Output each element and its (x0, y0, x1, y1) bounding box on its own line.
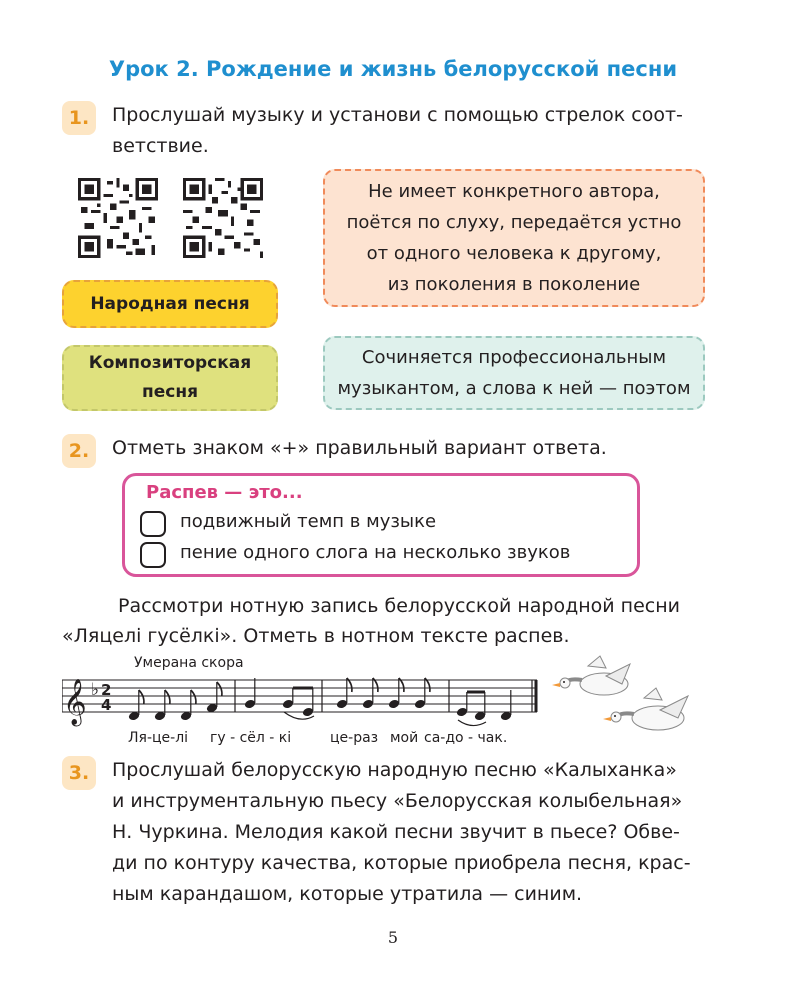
tempo-marking: Умерана скора (134, 655, 244, 671)
answer-option-2: пение одного слога на несколько звуков (180, 542, 571, 563)
task2-text: Отметь знаком «+» правильный вариант ответа. (112, 437, 607, 459)
task-number-badge: 1. (62, 101, 96, 135)
goose-icon (603, 688, 688, 730)
composer-song-label-line1: Композиторская (88, 353, 252, 373)
lyric-syllable: мой (390, 730, 419, 746)
folk-description-box[interactable] (323, 169, 705, 307)
task3-text-line: и инструментальную пьесу «Белорусская колыбельная» (112, 790, 683, 812)
page-number: 5 (387, 928, 399, 947)
task3-text-line: ным карандашом, которые утратила — синим. (112, 883, 583, 905)
composer-song-box[interactable] (62, 345, 278, 411)
folk-description-line: из поколения в поколение (387, 274, 641, 295)
music-staff (62, 670, 540, 732)
lyric-syllable: Ля-це-лі (128, 730, 189, 746)
folk-song-box[interactable] (62, 280, 278, 328)
task1-text-line2: ветствие. (112, 135, 209, 157)
task3-text-line: Н. Чуркина. Мелодия какой песни звучит в пьесе? Обве- (112, 821, 680, 843)
note-flag (191, 690, 196, 704)
qr-code-2[interactable] (183, 178, 263, 258)
geese-illustration (548, 650, 700, 750)
note-flag (217, 682, 222, 696)
folk-description-line: поётся по слуху, передаётся устно (346, 212, 682, 233)
treble-clef-icon: 𝄞 (63, 679, 87, 725)
notes-group (128, 678, 512, 726)
task1-text-line1: Прослушай музыку и установи с помощью стрелок соот- (112, 104, 683, 126)
task3-text (112, 755, 691, 910)
lyric-syllable: са-до - чак. (424, 730, 508, 746)
slur-mark (458, 720, 486, 726)
time-signature-top: 2 (101, 681, 112, 699)
task1-text (112, 100, 683, 162)
lyric-syllable: гу - сёл - кі (210, 730, 292, 746)
raspev-box-title: Распев — это... (146, 482, 303, 503)
folk-description-line: от одного человека к другому, (366, 243, 662, 264)
folk-song-label: Народная песня (90, 294, 250, 314)
composer-description-line: музыкантом, а слова к ней — поэтом (337, 378, 691, 399)
task-number-badge: 3. (62, 756, 96, 790)
composer-song-label-line2: песня (141, 382, 198, 402)
answer-checkbox-2[interactable] (140, 542, 166, 568)
task-number-badge: 2. (62, 434, 96, 468)
composer-description-line: Сочиняется профессиональным (361, 347, 667, 368)
composer-description-box[interactable] (323, 336, 705, 410)
paragraph-line2: «Ляцелі гусёлкі». Отметь в нотном тексте распев. (62, 625, 570, 647)
lesson-title: Урок 2. Рождение и жизнь белорусской песни (108, 57, 678, 81)
answer-option-1: подвижный темп в музыке (180, 511, 437, 532)
goose-icon (552, 656, 630, 695)
answer-checkbox-1[interactable] (140, 511, 166, 537)
folk-description-line: Не имеет конкретного автора, (368, 181, 660, 202)
note-flag (139, 690, 144, 704)
qr-code-1[interactable] (78, 178, 158, 258)
task3-text-line: ди по контуру качества, которые приобрела песня, крас- (112, 852, 691, 874)
task3-text-line: Прослушай белорусскую народную песню «Калыханка» (112, 759, 677, 781)
time-signature-bottom: 4 (101, 696, 112, 714)
lyric-syllable: це-раз (330, 730, 379, 746)
flat-sign-icon: ♭ (91, 680, 100, 700)
note-flag (165, 690, 170, 704)
paragraph-line1: Рассмотри нотную запись белорусской народной песни (118, 595, 680, 617)
